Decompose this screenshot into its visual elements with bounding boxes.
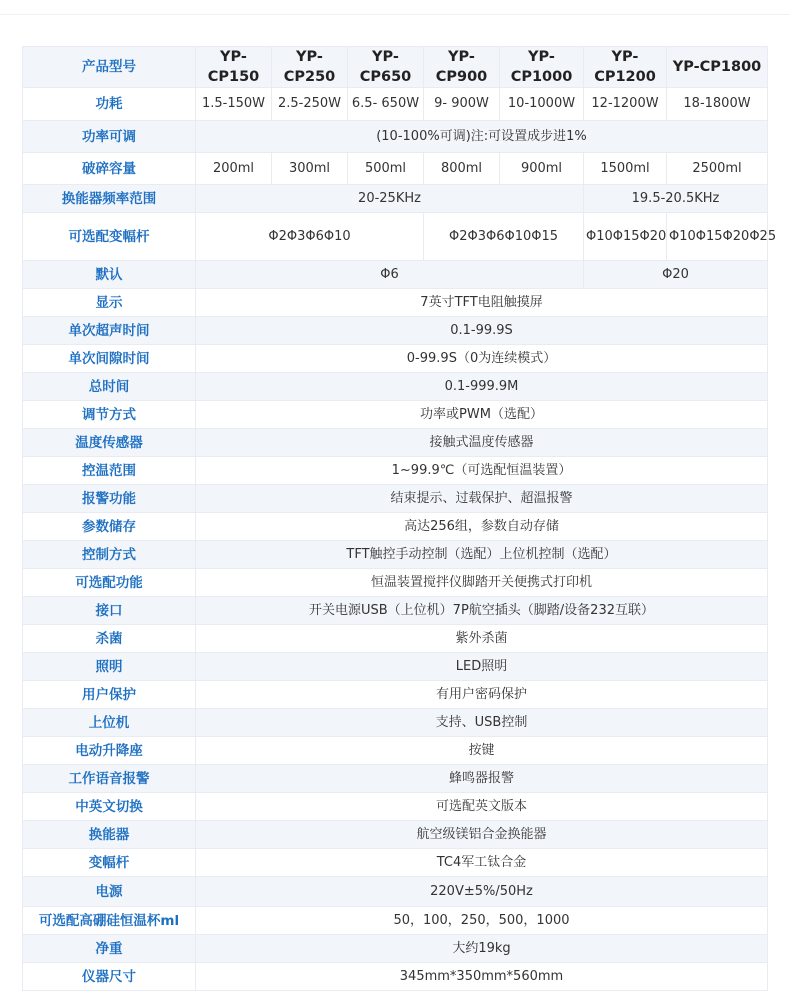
row-value: 50，100，250，500，1000 [196, 907, 768, 935]
spec-row [23, 289, 768, 317]
row-label: 接口 [23, 597, 196, 625]
row-label: 可选配功能 [23, 569, 196, 597]
spec-row [23, 597, 768, 625]
default-row [23, 261, 768, 289]
spec-row [23, 457, 768, 485]
row-value: 0-99.9S（0为连续模式） [196, 345, 768, 373]
frequency-value: 20-25KHz [196, 185, 584, 213]
power-value: 1.5-150W [196, 88, 272, 121]
row-label: 控温范围 [23, 457, 196, 485]
capacity-value: 500ml [348, 153, 424, 185]
row-value: LED照明 [196, 653, 768, 681]
spec-row [23, 765, 768, 793]
row-label: 净重 [23, 935, 196, 963]
frequency-row [23, 185, 768, 213]
horn-row [23, 213, 768, 261]
spec-row [23, 793, 768, 821]
row-value: 可选配英文版本 [196, 793, 768, 821]
model-name: YP-CP1200 [584, 47, 667, 88]
spec-row [23, 821, 768, 849]
power-row [23, 88, 768, 121]
row-value: 紫外杀菌 [196, 625, 768, 653]
single-value-rows [23, 289, 768, 991]
horn-value: Φ2Φ3Φ6Φ10 [196, 213, 424, 261]
spec-row [23, 513, 768, 541]
row-label: 电动升降座 [23, 737, 196, 765]
spec-row [23, 485, 768, 513]
model-name: YP-CP1000 [500, 47, 584, 88]
spec-row [23, 569, 768, 597]
model-row [23, 47, 768, 88]
capacity-value: 1500ml [584, 153, 667, 185]
spec-row [23, 429, 768, 457]
capacity-row [23, 153, 768, 185]
spec-row [23, 681, 768, 709]
top-divider [0, 14, 790, 15]
row-label: 参数储存 [23, 513, 196, 541]
row-label: 报警功能 [23, 485, 196, 513]
power-value: 2.5-250W [272, 88, 348, 121]
spec-row [23, 877, 768, 907]
spec-table [22, 46, 777, 991]
horn-value: Φ2Φ3Φ6Φ10Φ15 [424, 213, 584, 261]
row-value: 345mm*350mm*560mm [196, 963, 768, 991]
power-value: 9- 900W [424, 88, 500, 121]
row-value: 有用户密码保护 [196, 681, 768, 709]
spec-row [23, 373, 768, 401]
row-label: 可选配高硼硅恒温杯ml [23, 907, 196, 935]
row-value: 0.1-999.9M [196, 373, 768, 401]
row-label: 上位机 [23, 709, 196, 737]
power-value: 18-1800W [667, 88, 768, 121]
row-value: 220V±5%/50Hz [196, 877, 768, 907]
row-value: 按键 [196, 737, 768, 765]
spec-row [23, 541, 768, 569]
row-value: 1~99.9℃（可选配恒温装置） [196, 457, 768, 485]
row-label: 单次超声时间 [23, 317, 196, 345]
power-value: 6.5- 650W [348, 88, 424, 121]
row-label: 电源 [23, 877, 196, 907]
row-label: 显示 [23, 289, 196, 317]
row-value: 大约19kg [196, 935, 768, 963]
spec-row [23, 849, 768, 877]
spec-row [23, 907, 768, 935]
spec-row [23, 317, 768, 345]
row-label: 可选配变幅杆 [23, 213, 196, 261]
spec-row [23, 737, 768, 765]
row-value: 结束提示、过载保护、超温报警 [196, 485, 768, 513]
row-label: 仪器尺寸 [23, 963, 196, 991]
model-name: YP-CP1800 [667, 47, 768, 88]
row-value: 开关电源USB（上位机）7P航空插头（脚踏/设备232互联） [196, 597, 768, 625]
row-value: TC4军工钛合金 [196, 849, 768, 877]
power-adjust-row [23, 121, 768, 153]
model-name: YP-CP900 [424, 47, 500, 88]
frequency-value: 19.5-20.5KHz [584, 185, 768, 213]
row-label: 默认 [23, 261, 196, 289]
row-label: 控制方式 [23, 541, 196, 569]
row-value: 恒温装置搅拌仪脚踏开关便携式打印机 [196, 569, 768, 597]
default-value: Φ20 [584, 261, 768, 289]
spec-row [23, 935, 768, 963]
spec-row [23, 709, 768, 737]
row-label: 杀菌 [23, 625, 196, 653]
spec-row [23, 625, 768, 653]
power-value: 10-1000W [500, 88, 584, 121]
row-value: 7英寸TFT电阻触摸屏 [196, 289, 768, 317]
row-label: 产品型号 [23, 47, 196, 88]
row-label: 单次间隙时间 [23, 345, 196, 373]
row-label: 照明 [23, 653, 196, 681]
capacity-value: 900ml [500, 153, 584, 185]
row-label: 破碎容量 [23, 153, 196, 185]
spec-row [23, 345, 768, 373]
spec-row [23, 401, 768, 429]
row-label: 换能器 [23, 821, 196, 849]
model-name: YP-CP650 [348, 47, 424, 88]
row-label: 温度传感器 [23, 429, 196, 457]
row-value: 功率或PWM（选配） [196, 401, 768, 429]
power-value: 12-1200W [584, 88, 667, 121]
row-label: 总时间 [23, 373, 196, 401]
capacity-value: 2500ml [667, 153, 768, 185]
default-value: Φ6 [196, 261, 584, 289]
row-label: 调节方式 [23, 401, 196, 429]
horn-value: Φ10Φ15Φ20 [584, 213, 667, 261]
spec-row [23, 653, 768, 681]
row-value: 航空级镁铝合金换能器 [196, 821, 768, 849]
row-value: 接触式温度传感器 [196, 429, 768, 457]
row-value: 支持、USB控制 [196, 709, 768, 737]
row-label: 换能器频率范围 [23, 185, 196, 213]
model-name: YP-CP250 [272, 47, 348, 88]
row-label: 中英文切换 [23, 793, 196, 821]
row-label: 工作语音报警 [23, 765, 196, 793]
spec-row [23, 963, 768, 991]
capacity-value: 800ml [424, 153, 500, 185]
row-value: TFT触控手动控制（选配）上位机控制（选配） [196, 541, 768, 569]
row-value: 蜂鸣器报警 [196, 765, 768, 793]
row-label: 功率可调 [23, 121, 196, 153]
power-adjust-value: (10-100%可调)注:可设置成步进1% [196, 121, 768, 153]
capacity-value: 200ml [196, 153, 272, 185]
row-value: 0.1-99.9S [196, 317, 768, 345]
row-value: 高达256组，参数自动存储 [196, 513, 768, 541]
horn-value: Φ10Φ15Φ20Φ25 [667, 213, 768, 261]
model-name: YP-CP150 [196, 47, 272, 88]
row-label: 功耗 [23, 88, 196, 121]
row-label: 变幅杆 [23, 849, 196, 877]
capacity-value: 300ml [272, 153, 348, 185]
row-label: 用户保护 [23, 681, 196, 709]
